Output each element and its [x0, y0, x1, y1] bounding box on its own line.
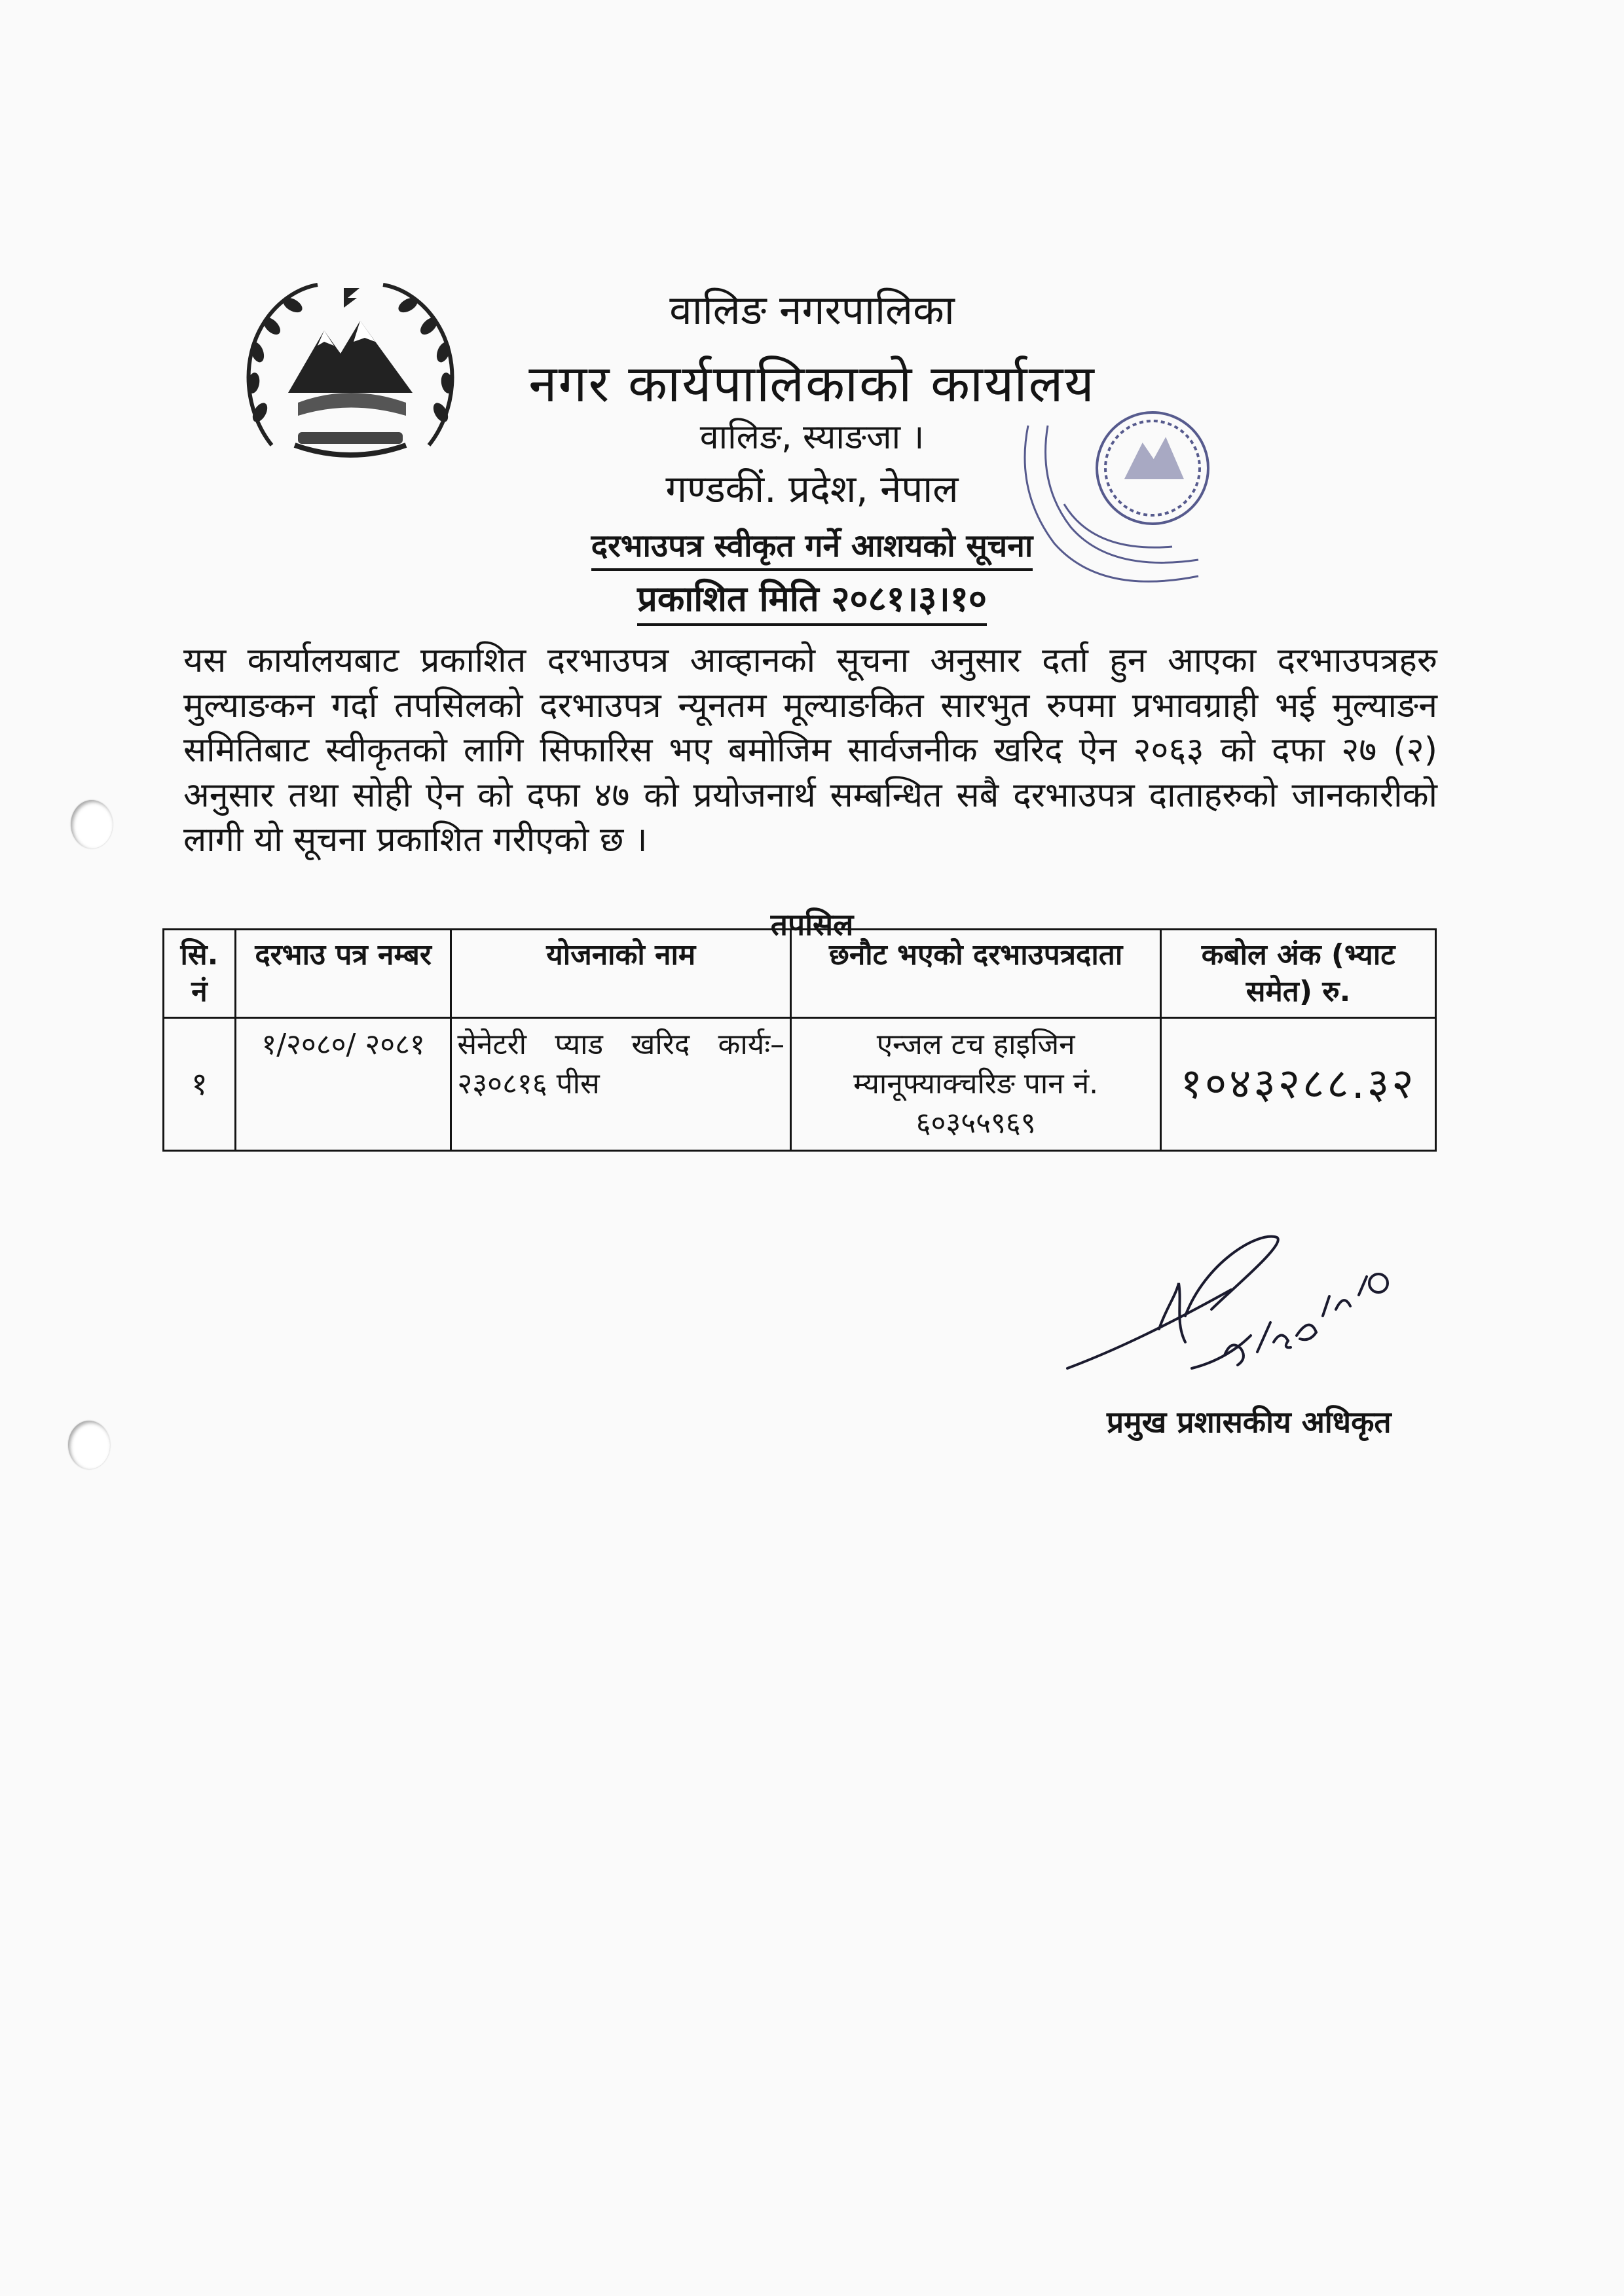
cell-project-name: सेनेटरी प्याड खरिद कार्यः– २३०८१६ पीस — [451, 1018, 791, 1151]
col-header-selected-bidder: छनौट भएको दरभाउपत्रदाता — [791, 930, 1161, 1018]
published-date-wrap — [0, 573, 1624, 621]
table-caption: तपसिल — [770, 907, 854, 942]
signatory-title: प्रमुख प्रशासकीय अधिकृत — [1107, 1404, 1392, 1440]
notice-title: दरभाउपत्र स्वीकृत गर्ने आशयको सूचना — [591, 528, 1033, 571]
handwritten-signature-icon — [1061, 1218, 1401, 1388]
office-name: नगर कार्यपालिकाको कार्यालय — [528, 355, 1096, 414]
punch-hole-top — [71, 800, 113, 848]
col-header-project-name: योजनाको नाम — [451, 930, 791, 1018]
col-header-sn: सि. नं — [164, 930, 236, 1018]
cell-sn: १ — [164, 1018, 236, 1151]
notice-paragraph: यस कार्यालयबाट प्रकाशित दरभाउपत्र आव्हानको सूचना अनुसार दर्ता हुन आएका दरभाउपत्रहरु मुल्याङकन गर्दा तपसिलको दरभाउपत्र न्यूनतम मूल्याङकित सारभुत रुपमा प्रभावग्राही भई मुल्याङन समितिबाट स्वीकृतको लागि सिफारिस भए बमोजिम सार्वजनीक खरिद ऐन २०६३ को दफा २७ (२) अनुसार तथा सोही ऐन को दफा ४७ को प्रयोजनार्थ सम्बन्धित सबै दरभाउपत्र दाताहरुको जानकारीको लागी यो सूचना प्रकाशित गरीएको छ । — [183, 641, 1437, 860]
cell-bid-number: १/२०८०/ २०८१ — [235, 1018, 451, 1151]
punch-hole-bottom — [68, 1421, 110, 1469]
municipality-name: वालिङ नगरपालिका — [669, 286, 955, 334]
office-province: गण्डकीं. प्रदेश, नेपाल — [665, 467, 959, 511]
col-header-bid-amount: कबोल अंक (भ्याट समेत) रु. — [1161, 930, 1436, 1018]
col-header-bid-number: दरभाउ पत्र नम्बर — [235, 930, 451, 1018]
office-location: वालिङ, स्याङजा । — [699, 418, 925, 457]
cell-selected-bidder: एन्जल टच हाइजिन म्यानूफ्याक्चरिङ पान नं. ६०३५५९६९ — [791, 1018, 1161, 1151]
cell-bid-amount: १०४३२८८.३२ — [1161, 1018, 1436, 1151]
notice-title-wrap — [0, 524, 1624, 566]
table-row — [164, 1018, 1436, 1151]
published-date: प्रकाशित मिति २०८१।३।१० — [637, 578, 987, 626]
bid-table — [162, 928, 1437, 1152]
table-header-row — [164, 930, 1436, 1018]
official-stamp-icon — [1002, 399, 1225, 609]
